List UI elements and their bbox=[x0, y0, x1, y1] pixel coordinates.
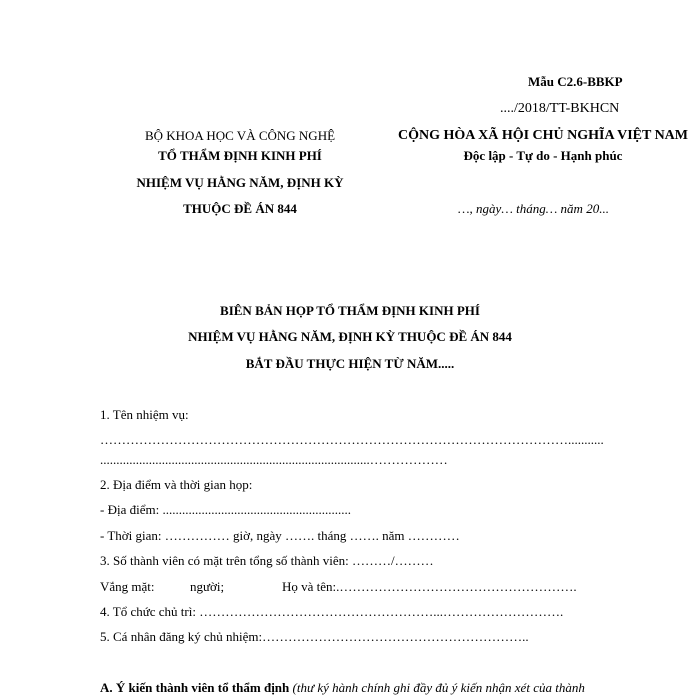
nation-name: CỘNG HÒA XÃ HỘI CHỦ NGHĨA VIỆT NAM bbox=[397, 128, 688, 143]
section-a-title: A. Ý kiến thành viên tổ thẩm định bbox=[100, 680, 290, 695]
form-code: Mẫu C2.6-BBKP bbox=[528, 74, 623, 89]
form-number: ..../2018/TT-BKHCN bbox=[500, 101, 620, 116]
absent-names: Họ và tên:.………………………………………………. bbox=[282, 579, 577, 594]
document-title-line2: NHIỆM VỤ HẰNG NĂM, ĐỊNH KỲ THUỘC ĐỀ ÁN 844 bbox=[188, 329, 512, 344]
task-type-line1: NHIỆM VỤ HẰNG NĂM, ĐỊNH KỲ bbox=[136, 175, 344, 190]
task-name-label: 1. Tên nhiệm vụ: bbox=[100, 407, 189, 422]
ministry-name: BỘ KHOA HỌC VÀ CÔNG NGHỆ bbox=[144, 128, 336, 143]
group-name: TỔ THẨM ĐỊNH KINH PHÍ bbox=[158, 148, 322, 163]
task-type-line2: THUỘC ĐỀ ÁN 844 bbox=[183, 201, 297, 216]
registered-owner-field: 5. Cá nhân đăng ký chủ nhiệm:…………………………………………………….. bbox=[100, 629, 529, 644]
document-title-line1: BIÊN BẢN HỌP TỔ THẨM ĐỊNH KINH PHÍ bbox=[220, 303, 480, 318]
members-field: 3. Số thành viên có mặt trên tổng số thành viên: ………/……… bbox=[100, 553, 434, 568]
chair-organization-field: 4. Tổ chức chủ trì: ………………………………………………...………………………. bbox=[100, 604, 564, 619]
place-time-label: 2. Địa điểm và thời gian họp: bbox=[100, 477, 253, 492]
time-field: - Thời gian: …………… giờ, ngày ……. tháng ……. năm ………… bbox=[100, 528, 460, 543]
document-title-line3: BẮT ĐẦU THỰC HIỆN TỪ NĂM..... bbox=[245, 356, 455, 371]
task-name-blank-1: ………………………………………………………………………………………………........... bbox=[100, 432, 604, 447]
absent-label: Vắng mặt: bbox=[100, 579, 155, 594]
place-field: - Địa điểm: .......................................................... bbox=[100, 502, 351, 517]
task-name-blank-2: ...................................................................................……………… bbox=[100, 452, 448, 467]
date-line: …, ngày… tháng… năm 20... bbox=[458, 201, 609, 216]
section-a-note: (thư ký hành chính ghi đầy đủ ý kiến nhận xét của thành bbox=[292, 680, 585, 695]
nation-motto: Độc lập - Tự do - Hạnh phúc bbox=[463, 148, 623, 163]
absent-people: người; bbox=[190, 579, 225, 594]
section-a-heading bbox=[100, 680, 585, 696]
